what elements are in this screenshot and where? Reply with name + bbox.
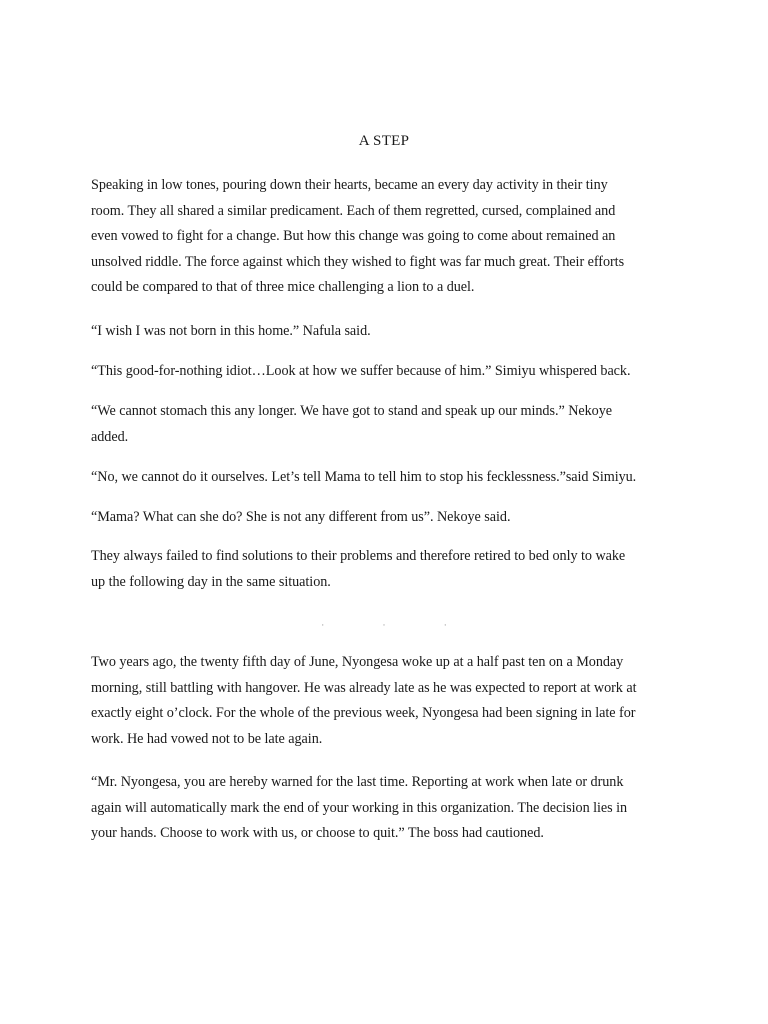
text-line: again will automatically mark the end of your working in this organization. The decision lies in (91, 799, 628, 816)
text-line: “We cannot stomach this any longer. We have got to stand and speak up our minds.” Nekoye (91, 403, 613, 419)
text-line: unsolved riddle. The force against which they wished to fight was far much great. Their efforts (91, 253, 625, 270)
text-line: They always failed to find solutions to their problems and therefore retired to bed only to wake (91, 548, 626, 564)
paragraph-8 (91, 650, 691, 752)
text-line: “No, we cannot do it ourselves. Let’s tell Mama to tell him to stop his fecklessness.”said Simiyu. (91, 469, 637, 485)
section-separator: · · · (321, 620, 475, 630)
paragraph-6 (91, 505, 691, 531)
text-line: could be compared to that of three mice challenging a lion to a duel. (91, 279, 475, 296)
text-line: “Mama? What can she do? She is not any different from us”. Nekoye said. (91, 509, 511, 525)
text-line: Speaking in low tones, pouring down their hearts, became an every day activity in their tiny (91, 177, 608, 193)
text-line: room. They all shared a similar predicament. Each of them regretted, cursed, complained and (91, 202, 616, 219)
paragraph-3 (91, 359, 691, 385)
text-line: added. (91, 428, 129, 445)
paragraph-7 (91, 544, 691, 595)
text-line: “Mr. Nyongesa, you are hereby warned for the last time. Reporting at work when late or drunk (91, 774, 624, 790)
text-line: even vowed to fight for a change. But how this change was going to come about remained an (91, 228, 616, 245)
text-line: exactly eight o’clock. For the whole of the previous week, Nyongesa had been signing in late for (91, 705, 636, 722)
text-line: “I wish I was not born in this home.” Nafula said. (91, 323, 371, 339)
document-title: A STEP (358, 133, 410, 149)
paragraph-9 (91, 770, 691, 847)
text-line: morning, still battling with hangover. He was already late as he was expected to report at work at (91, 679, 637, 696)
text-line: your hands. Choose to work with us, or choose to quit.” The boss had cautioned. (91, 825, 544, 842)
paragraph-4 (91, 399, 691, 450)
paragraph-5 (91, 465, 691, 491)
text-line: work. He had vowed not to be late again. (91, 730, 323, 747)
paragraph-2 (91, 319, 691, 345)
paragraph-1 (91, 173, 691, 301)
text-line: up the following day in the same situation. (91, 573, 331, 590)
text-line: “This good-for-nothing idiot…Look at how we suffer because of him.” Simiyu whispered back. (91, 363, 631, 379)
text-line: Two years ago, the twenty fifth day of June, Nyongesa woke up at a half past ten on a Monday (91, 654, 624, 670)
